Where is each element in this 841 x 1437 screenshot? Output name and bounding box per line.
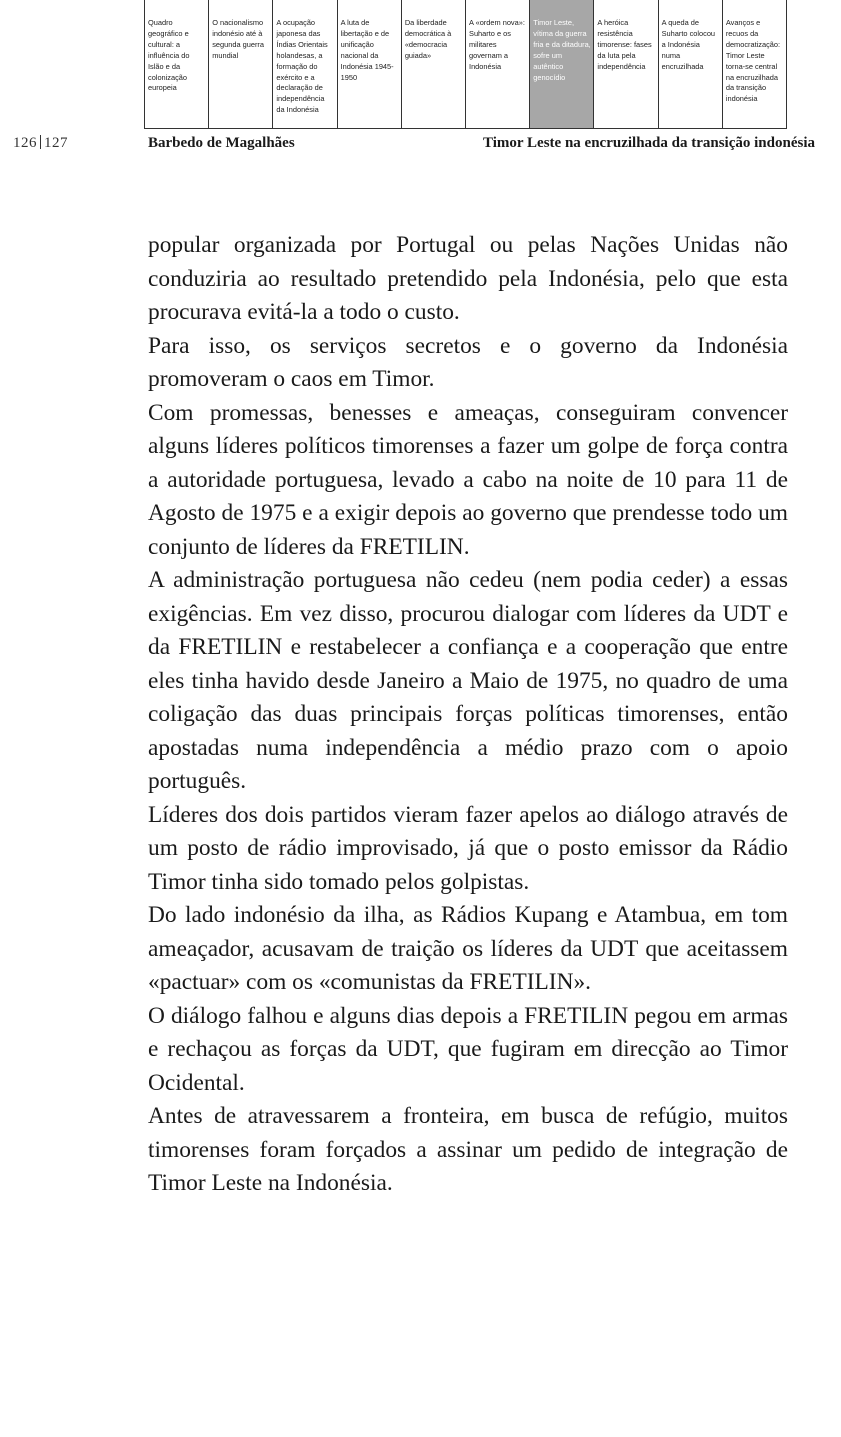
chapter-cell-1: Quadro geográfico e cultural: a influência do Islão e da colonização europeia xyxy=(144,0,209,128)
chapter-cell-4: A luta de libertação e de unificação nacional da Indonésia 1945-1950 xyxy=(338,0,402,128)
chapter-cell-3: A ocupação japonesa das Índias Orientais holandesas, a formação do exército e a declaração de independência da Indonésia xyxy=(273,0,337,128)
paragraph-2: Para isso, os serviços secretos e o governo da Indonésia promoveram o caos em Timor. xyxy=(148,332,788,392)
paragraph-6: Do lado indonésio da ilha, as Rádios Kupang e Atambua, em tom ameaçador, acusavam de traição os líderes da UDT que aceitassem «pactuar» com os «comunistas da FRETILIN». xyxy=(148,902,788,995)
page-number-right: 127 xyxy=(44,135,68,151)
paragraph-7: O diálogo falhou e alguns dias depois a FRETILIN pegou em armas e rechaçou as forças da UDT, que fugiram em direcção ao Timor Ocidental. xyxy=(148,1002,788,1096)
paragraph-4: A administração portuguesa não cedeu (nem podia ceder) a essas exigências. Em vez disso, procurou dialogar com líderes da UDT e da FRETILIN e restabelecer a confiança e a cooperação que entre eles tinha havido desde Janeiro a Maio de 1975, no quadro de uma coligação das duas principais forças políticas timorenses, então apostadas numa independência a médio prazo com o apoio português. xyxy=(148,567,788,794)
paragraph-3: Com promessas, benesses e ameaças, conseguiram convencer alguns líderes políticos timorenses a fazer um golpe de força contra a autoridade portuguesa, levado a cabo na noite de 10 para 11 de Agosto de 1975 e a exigir depois ao governo que prendesse todo um conjunto de líderes da FRETILIN. xyxy=(148,399,788,560)
chapter-cell-7-current: Timor Leste, vítima da guerra fria e da ditadura, sofre um autêntico genocídio xyxy=(530,0,594,128)
page-number-left: 126 xyxy=(13,135,37,151)
paragraph-8: Antes de atravessarem a fronteira, em busca de refúgio, muitos timorenses foram forçados a assinar um pedido de integração de Timor Leste na Indonésia. xyxy=(148,1103,788,1196)
chapter-cell-6: A «ordem nova»: Suharto e os militares governam a Indonésia xyxy=(466,0,530,128)
chapter-navigation-strip xyxy=(144,0,787,129)
chapter-cell-9: A queda de Suharto colocou a Indonésia numa encruzilhada xyxy=(659,0,723,128)
paragraph-5: Líderes dos dois partidos vieram fazer apelos ao diálogo através de um posto de rádio improvisado, já que o posto emissor da Rádio Timor tinha sido tomado pelos golpistas. xyxy=(148,801,788,895)
chapter-cell-2: O nacionalismo indonésio até à segunda guerra mundial xyxy=(209,0,273,128)
page-numbers xyxy=(13,135,68,152)
running-header xyxy=(0,135,841,157)
running-header-author: Barbedo de Magalhães xyxy=(148,135,295,151)
chapter-cell-8: A heróica resistência timorense: fases da luta pela independência xyxy=(594,0,658,128)
body-text xyxy=(148,229,788,1201)
chapter-cell-5: Da liberdade democrática à «democracia guiada» xyxy=(402,0,466,128)
page-number-divider xyxy=(40,135,41,149)
paragraph-1: popular organizada por Portugal ou pelas Nações Unidas não conduziria ao resultado pretendido pela Indonésia, pelo que esta procurava evitá-la a todo o custo. xyxy=(148,232,788,325)
running-header-title: Timor Leste na encruzilhada da transição indonésia xyxy=(483,135,815,151)
chapter-cell-10: Avanços e recuos da democratização: Timor Leste torna-se central na encruzilhada da transição indonésia xyxy=(723,0,787,128)
